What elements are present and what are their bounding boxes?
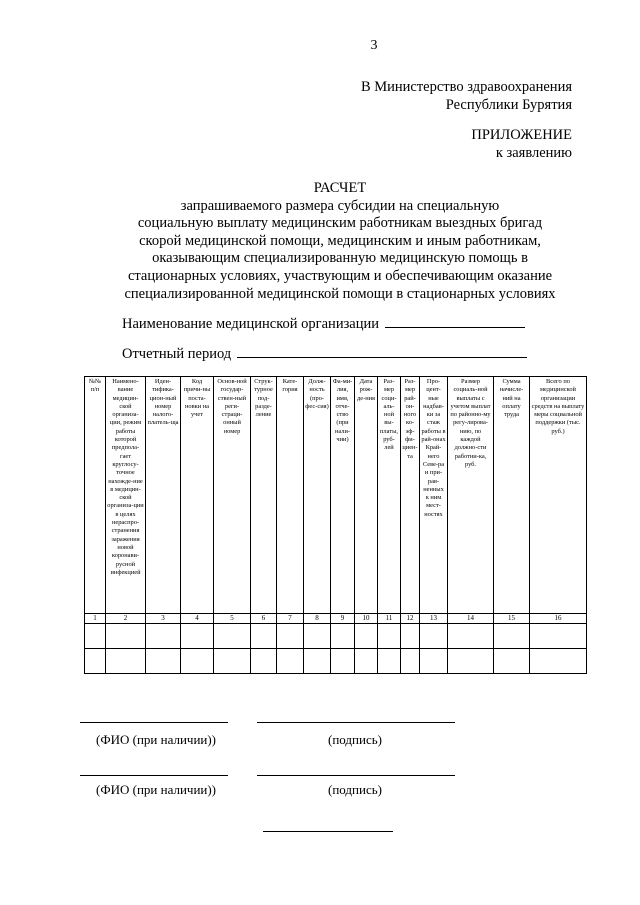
addressee-block bbox=[361, 78, 572, 114]
period-label: Отчетный период bbox=[122, 346, 232, 362]
table-row bbox=[85, 649, 587, 674]
closing-divider bbox=[263, 831, 393, 832]
column-header: Раз-мер соци-аль-ной вы-платы, руб-лей bbox=[378, 377, 401, 614]
table-cell[interactable] bbox=[277, 649, 304, 674]
table-cell[interactable] bbox=[448, 624, 494, 649]
column-header: Сумма начисле-ний на оплату труда bbox=[494, 377, 530, 614]
table-cell[interactable] bbox=[494, 649, 530, 674]
column-number: 13 bbox=[420, 614, 448, 624]
table-cell[interactable] bbox=[378, 624, 401, 649]
column-number: 5 bbox=[214, 614, 251, 624]
table-cell[interactable] bbox=[85, 649, 106, 674]
table-cell[interactable] bbox=[304, 649, 331, 674]
table-cell[interactable] bbox=[355, 624, 378, 649]
column-number: 15 bbox=[494, 614, 530, 624]
signature-caption: (подпись) bbox=[328, 732, 382, 747]
table-cell[interactable] bbox=[355, 649, 378, 674]
column-number: 16 bbox=[530, 614, 587, 624]
column-header: Наимено-вание медицин-ской организа-ции, режим работы которой предпола-гает круглосу-точное нахожде-ние в медицин-ской организа-ции в целях нераспро-странения заражения новой коронави-русной инфекцией bbox=[106, 377, 146, 614]
title-line: стационарных условиях, участвующим и обеспечивающим оказание bbox=[127, 267, 553, 284]
title-line: запрашиваемого размера субсидии на специальную bbox=[180, 197, 500, 214]
organization-blank[interactable] bbox=[385, 315, 525, 328]
column-number: 7 bbox=[277, 614, 304, 624]
title-line: специализированной медицинской помощи в стационарных условиях bbox=[124, 285, 556, 302]
table-cell[interactable] bbox=[401, 624, 420, 649]
table-cell[interactable] bbox=[277, 624, 304, 649]
table-cell[interactable] bbox=[181, 624, 214, 649]
period-blank[interactable] bbox=[237, 345, 527, 358]
signature-line[interactable] bbox=[257, 775, 455, 776]
table-header-row bbox=[85, 377, 587, 614]
column-header: Долж-ность (про-фес-сия) bbox=[304, 377, 331, 614]
table-cell[interactable] bbox=[214, 649, 251, 674]
column-number: 14 bbox=[448, 614, 494, 624]
appendix-reference: к заявлению bbox=[495, 145, 572, 161]
name-signature-line[interactable] bbox=[80, 722, 228, 723]
column-number: 1 bbox=[85, 614, 106, 624]
table-row bbox=[85, 624, 587, 649]
appendix-label: ПРИЛОЖЕНИЕ bbox=[471, 127, 572, 143]
column-number: 11 bbox=[378, 614, 401, 624]
signature-line[interactable] bbox=[257, 722, 455, 723]
table-cell[interactable] bbox=[85, 624, 106, 649]
table-cell[interactable] bbox=[494, 624, 530, 649]
column-header: Кате-гория bbox=[277, 377, 304, 614]
title-line: оказывающим специализированную медицинскую помощь в bbox=[152, 250, 528, 267]
table-cell[interactable] bbox=[331, 624, 355, 649]
name-signature-line[interactable] bbox=[80, 775, 228, 776]
organization-field bbox=[122, 315, 525, 333]
table-cell[interactable] bbox=[146, 624, 181, 649]
table-cell[interactable] bbox=[106, 649, 146, 674]
column-header: Основ-ной государ-ствен-ный реги-страци-онный номер bbox=[214, 377, 251, 614]
column-header: Всего по медицинской организации средств на выплату меры социальной поддержки (тыс. руб.) bbox=[530, 377, 587, 614]
table-cell[interactable] bbox=[420, 624, 448, 649]
document-title bbox=[60, 180, 620, 303]
table-cell[interactable] bbox=[146, 649, 181, 674]
title-line: скорой медицинской помощи, медицинским и иным работникам, bbox=[139, 232, 541, 249]
column-number: 12 bbox=[401, 614, 420, 624]
table-cell[interactable] bbox=[304, 624, 331, 649]
table-cell[interactable] bbox=[181, 649, 214, 674]
column-number: 9 bbox=[331, 614, 355, 624]
page-number: 3 bbox=[370, 38, 378, 53]
title-line: социальную выплату медицинским работникам выездных бригад bbox=[137, 215, 543, 232]
organization-label: Наименование медицинской организации bbox=[122, 316, 380, 332]
table-cell[interactable] bbox=[214, 624, 251, 649]
calculation-table bbox=[84, 376, 587, 674]
table-cell[interactable] bbox=[401, 649, 420, 674]
column-number: 10 bbox=[355, 614, 378, 624]
name-caption: (ФИО (при наличии)) bbox=[96, 732, 217, 747]
column-number: 3 bbox=[146, 614, 181, 624]
column-header: Размер социаль-ной выплаты с учетом выплат по районно-му регу-лирова-нию, по каждой должно-сти работни-ка, руб. bbox=[448, 377, 494, 614]
appendix-block bbox=[471, 126, 572, 162]
table-cell[interactable] bbox=[530, 624, 587, 649]
column-number: 2 bbox=[106, 614, 146, 624]
addressee-line: В Министерство здравоохранения bbox=[360, 79, 572, 95]
table-cell[interactable] bbox=[251, 624, 277, 649]
column-header: Код причи-ны поста-новки на учет bbox=[181, 377, 214, 614]
column-number: 8 bbox=[304, 614, 331, 624]
name-caption: (ФИО (при наличии)) bbox=[96, 782, 217, 797]
title-heading: РАСЧЕТ bbox=[313, 180, 367, 196]
table-cell[interactable] bbox=[448, 649, 494, 674]
column-header: №№ п/п bbox=[85, 377, 106, 614]
column-number: 6 bbox=[251, 614, 277, 624]
column-header: Раз-мер рай-он-ного ко-эф-фи-циен-та bbox=[401, 377, 420, 614]
column-header: Иден-тифика-цион-ный номер налого-платель-ща bbox=[146, 377, 181, 614]
column-header: Дата рож-де-ния bbox=[355, 377, 378, 614]
addressee-line: Республики Бурятия bbox=[445, 97, 572, 113]
column-header: Про-цент-ные надбав-ки за стаж работы в рай-онах Край-него Севе-ра и при-рав-ненных к ним мест-ностях bbox=[420, 377, 448, 614]
table-cell[interactable] bbox=[530, 649, 587, 674]
table-cell[interactable] bbox=[106, 624, 146, 649]
signature-caption: (подпись) bbox=[328, 782, 382, 797]
table-cell[interactable] bbox=[378, 649, 401, 674]
table-cell[interactable] bbox=[420, 649, 448, 674]
table-cell[interactable] bbox=[331, 649, 355, 674]
column-number: 4 bbox=[181, 614, 214, 624]
column-number-row bbox=[85, 614, 587, 624]
table-cell[interactable] bbox=[251, 649, 277, 674]
column-header: Струк-турное под-разде-ление bbox=[251, 377, 277, 614]
column-header: Фа-ми-лия, имя, отче-ство (при нали-чии) bbox=[331, 377, 355, 614]
period-field bbox=[122, 345, 527, 363]
